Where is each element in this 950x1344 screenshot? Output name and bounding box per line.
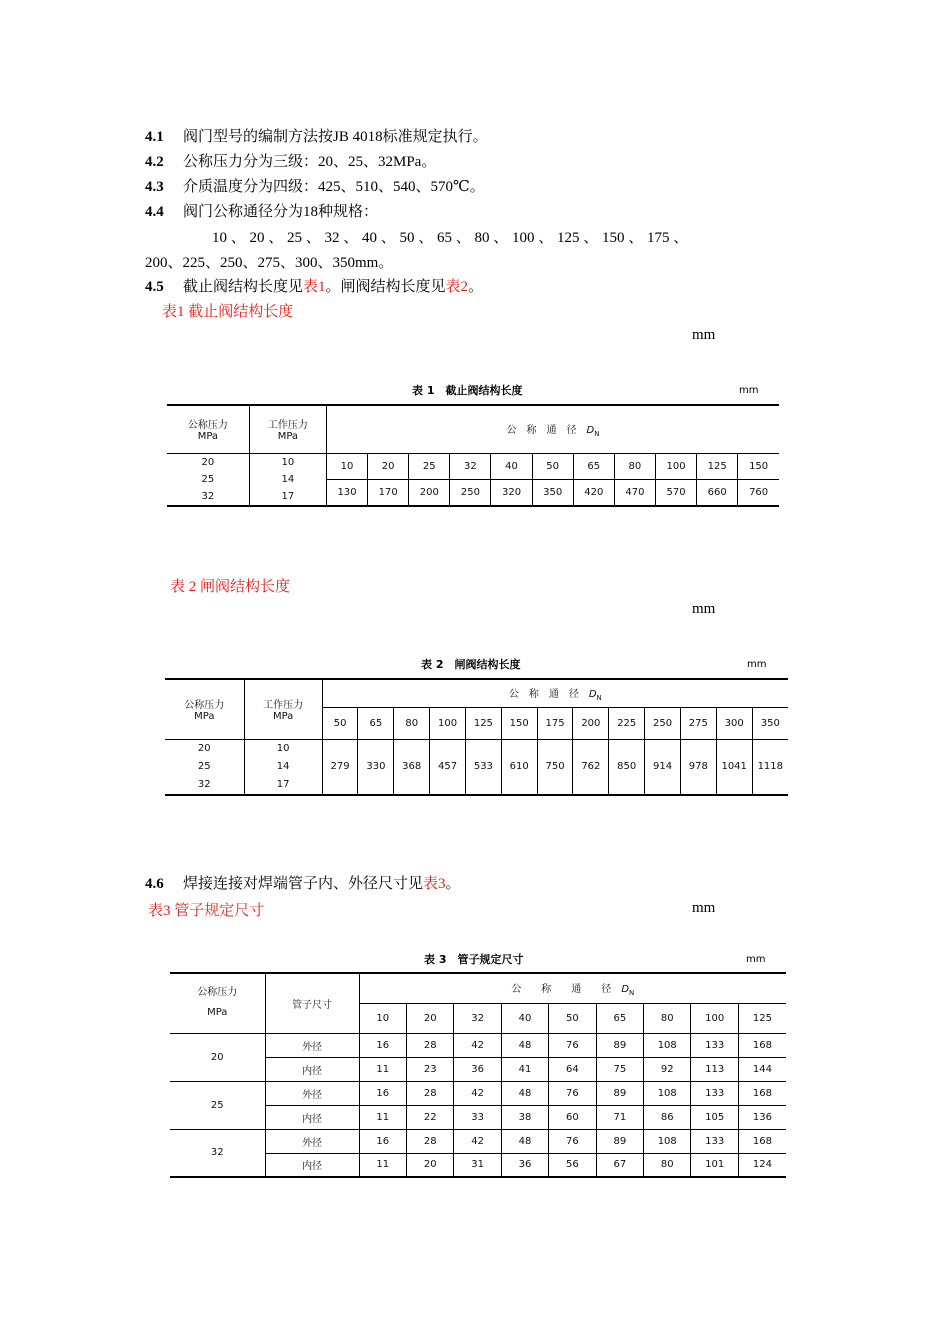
length-cell: 978 [680,739,716,795]
pipe-size-cell: 11 [359,1057,406,1081]
work-pressure-cell: 10 14 17 [244,739,322,795]
dn-cell: 125 [465,707,501,739]
pipe-size-cell: 89 [596,1081,643,1105]
pipe-dimension-label: 内径 [265,1057,359,1081]
pipe-size-cell: 38 [501,1105,548,1129]
dn-cell: 100 [430,707,466,739]
pipe-size-cell: 89 [596,1033,643,1057]
pipe-size-cell: 48 [501,1129,548,1153]
unit-label: mm [692,601,716,617]
pipe-size-cell: 75 [596,1057,643,1081]
pipe-size-cell: 86 [644,1105,691,1129]
para-number: 4.1 [145,129,164,145]
dn-cell: 20 [407,1003,454,1033]
length-cell: 457 [430,739,466,795]
header-pressure: 公称压力 MPa [165,679,244,739]
header-dn: 公 称 通 径 $D_N$ [359,973,786,1003]
dn-cell: 32 [450,453,491,479]
dn-cell: 50 [532,453,573,479]
dn-cell: 175 [537,707,573,739]
pipe-size-cell: 133 [691,1081,738,1105]
dn-cell: 10 [359,1003,406,1033]
para-text: 。 [445,876,461,892]
header-pressure: 公称压力 MPa [167,405,249,453]
para-text: 公称压力分为三级：20、25、32MPa。 [183,154,437,170]
table-1-unit: mm [739,385,759,396]
pipe-size-cell: 11 [359,1105,406,1129]
pipe-size-cell: 168 [738,1081,786,1105]
pipe-dimension-label: 内径 [265,1105,359,1129]
para-text: 截止阀结构长度见 [183,279,304,295]
dn-cell: 100 [691,1003,738,1033]
pipe-size-cell: 144 [738,1057,786,1081]
pipe-size-cell: 36 [501,1153,548,1177]
dn-cell: 250 [645,707,681,739]
para-text: 阀门公称通径分为18种规格： [183,204,379,220]
table-2-unit: mm [747,659,767,670]
pipe-size-cell: 108 [644,1033,691,1057]
pipe-size-cell: 22 [407,1105,454,1129]
dn-cell: 25 [409,453,450,479]
dn-cell: 100 [655,453,696,479]
pipe-size-cell: 105 [691,1105,738,1129]
header-dn: 公 称 通 径 $D_N$ [322,679,788,707]
dn-cell: 50 [322,707,358,739]
pipe-size-cell: 67 [596,1153,643,1177]
dn-cell: 300 [716,707,752,739]
length-cell: 750 [537,739,573,795]
unit-label: mm [692,327,716,343]
pipe-size-cell: 48 [501,1033,548,1057]
pipe-size-cell: 36 [454,1057,501,1081]
pipe-size-cell: 56 [549,1153,596,1177]
table-row [170,1081,786,1105]
para-4-3 [145,177,485,197]
pressure-cell: 20 25 32 [165,739,244,795]
pipe-size-cell: 42 [454,1033,501,1057]
sizes-line-1: 10 、 20 、 25 、 32 、 40 、 50 、 65 、 80 、 100 、 125 、 150 、 175 、 [212,230,689,246]
pipe-size-cell: 71 [596,1105,643,1129]
pipe-size-cell: 168 [738,1129,786,1153]
pipe-size-cell: 23 [407,1057,454,1081]
table-ref-link[interactable]: 表3 [423,876,446,892]
pipe-size-cell: 42 [454,1081,501,1105]
dn-cell: 32 [454,1003,501,1033]
dn-cell: 40 [491,453,532,479]
caption-table-1: 表1 截止阀结构长度 [162,304,294,320]
pipe-size-cell: 11 [359,1153,406,1177]
length-cell: 470 [614,479,655,505]
pressure-cell: 25 [170,1081,265,1129]
para-4-5 [145,277,483,297]
para-number: 4.5 [145,279,164,295]
pressure-cell: 20 [170,1033,265,1081]
header-pipe-size: 管子尺寸 [265,973,359,1033]
table-3-unit: mm [746,954,766,965]
sizes-line-2: 200、225、250、275、300、350mm。 [145,255,394,271]
length-cell: 570 [655,479,696,505]
pipe-size-cell: 92 [644,1057,691,1081]
pipe-size-cell: 20 [407,1153,454,1177]
length-cell: 250 [450,479,491,505]
length-cell: 279 [322,739,358,795]
pipe-size-cell: 16 [359,1033,406,1057]
dn-cell: 50 [549,1003,596,1033]
pipe-size-cell: 133 [691,1033,738,1057]
dn-cell: 65 [358,707,394,739]
length-cell: 200 [409,479,450,505]
dn-cell: 150 [738,453,779,479]
pipe-size-cell: 108 [644,1081,691,1105]
table-1 [167,404,779,507]
pipe-size-cell: 76 [549,1033,596,1057]
pipe-size-cell: 136 [738,1105,786,1129]
pipe-size-cell: 113 [691,1057,738,1081]
pipe-size-cell: 60 [549,1105,596,1129]
dn-cell: 275 [680,707,716,739]
table-row [170,1129,786,1153]
length-cell: 610 [501,739,537,795]
pipe-size-cell: 64 [549,1057,596,1081]
header-dn: 公 称 通 径 $D_N$ [326,405,779,453]
dn-cell: 350 [752,707,788,739]
dn-cell: 80 [614,453,655,479]
dn-cell: 10 [326,453,367,479]
para-4-1 [145,127,488,147]
para-number: 4.4 [145,204,164,220]
pipe-dimension-label: 外径 [265,1033,359,1057]
dn-cell: 65 [596,1003,643,1033]
pipe-size-cell: 41 [501,1057,548,1081]
pressure-cell: 32 [170,1129,265,1177]
para-number: 4.6 [145,876,164,892]
length-cell: 368 [394,739,430,795]
pressure-cell: 20 25 32 [167,453,249,506]
caption-table-3: 表3 管子规定尺寸 [148,903,265,919]
pipe-size-cell: 48 [501,1081,548,1105]
pipe-size-cell: 16 [359,1129,406,1153]
length-cell: 350 [532,479,573,505]
length-cell: 533 [465,739,501,795]
table-3-title: 表 3 管子规定尺寸 [424,953,524,966]
length-cell: 1041 [716,739,752,795]
header-work-pressure: 工作压力 MPa [244,679,322,739]
work-pressure-cell: 10 14 17 [249,453,326,506]
table-ref-link[interactable]: 表1 [303,279,326,295]
unit-label: mm [692,900,716,916]
dn-cell: 125 [697,453,738,479]
dn-cell: 65 [573,453,614,479]
length-cell: 660 [697,479,738,505]
pipe-size-cell: 16 [359,1081,406,1105]
para-text: 介质温度分为四级：425、510、540、570℃。 [183,179,485,195]
length-cell: 1118 [752,739,788,795]
pipe-dimension-label: 外径 [265,1129,359,1153]
pipe-size-cell: 28 [407,1081,454,1105]
table-2 [165,678,788,796]
para-4-2 [145,152,436,172]
pipe-size-cell: 124 [738,1153,786,1177]
length-cell: 762 [573,739,609,795]
dn-cell: 80 [644,1003,691,1033]
para-number: 4.3 [145,179,164,195]
pipe-size-cell: 33 [454,1105,501,1129]
pipe-size-cell: 31 [454,1153,501,1177]
pipe-size-cell: 76 [549,1129,596,1153]
length-cell: 130 [326,479,367,505]
para-number: 4.2 [145,154,164,170]
dn-cell: 200 [573,707,609,739]
length-cell: 420 [573,479,614,505]
pipe-size-cell: 108 [644,1129,691,1153]
length-cell: 760 [738,479,779,505]
caption-table-2: 表 2 闸阀结构长度 [170,579,291,595]
length-cell: 850 [609,739,645,795]
pipe-size-cell: 133 [691,1129,738,1153]
pipe-size-cell: 76 [549,1081,596,1105]
length-cell: 330 [358,739,394,795]
pipe-dimension-label: 外径 [265,1081,359,1105]
pipe-size-cell: 28 [407,1129,454,1153]
length-cell: 320 [491,479,532,505]
length-cell: 914 [645,739,681,795]
pipe-dimension-label: 内径 [265,1153,359,1177]
dn-cell: 20 [368,453,409,479]
para-text: 阀门型号的编制方法按JB 4018标准规定执行。 [183,129,488,145]
para-text: 。 [468,279,484,295]
pipe-size-cell: 80 [644,1153,691,1177]
length-cell: 170 [368,479,409,505]
dn-cell: 80 [394,707,430,739]
para-text: 焊接连接对焊端管子内、外径尺寸见 [183,876,424,892]
dn-cell: 225 [609,707,645,739]
table-ref-link[interactable]: 表2 [445,279,469,295]
pipe-size-cell: 28 [407,1033,454,1057]
table-row [170,1033,786,1057]
header-work-pressure: 工作压力 MPa [249,405,326,453]
table-3-body [170,1033,786,1177]
para-text: 。闸阀结构长度见 [325,279,446,295]
dn-cell: 125 [738,1003,786,1033]
table-1-title: 表 1 截止阀结构长度 [412,384,523,397]
dn-cell: 150 [501,707,537,739]
dn-cell: 40 [501,1003,548,1033]
para-4-6 [145,874,461,894]
pipe-size-cell: 168 [738,1033,786,1057]
pipe-size-cell: 89 [596,1129,643,1153]
para-4-4 [145,202,378,222]
pipe-size-cell: 101 [691,1153,738,1177]
header-pressure: 公称压力 MPa [170,973,265,1033]
pipe-size-cell: 42 [454,1129,501,1153]
table-2-title: 表 2 闸阀结构长度 [421,658,521,671]
table-3 [170,972,786,1178]
